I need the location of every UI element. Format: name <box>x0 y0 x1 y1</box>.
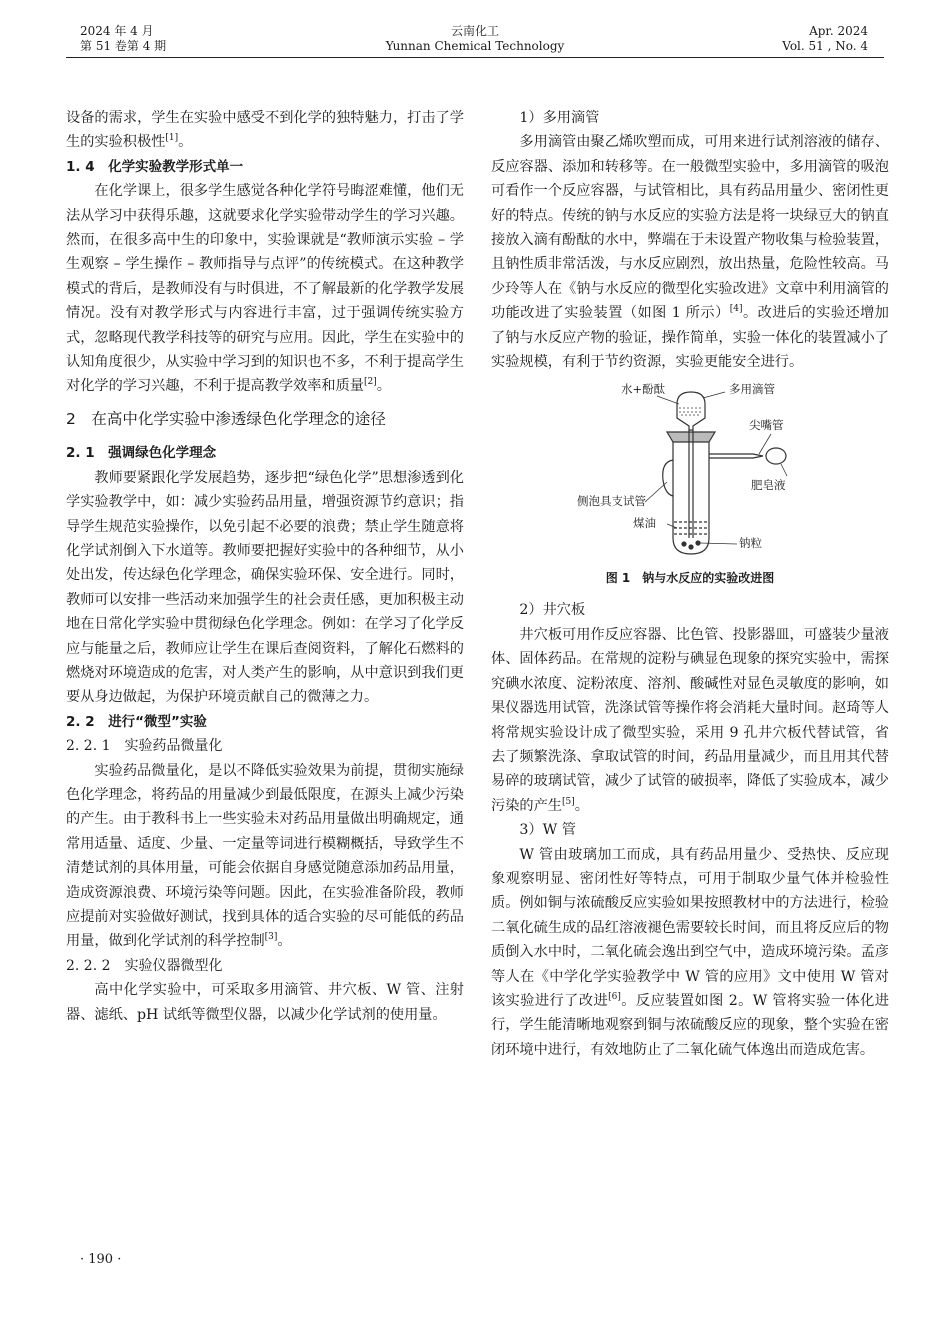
label-water-phenolphthalein: 水+酚酞 <box>621 382 666 397</box>
issue-date: 2024 年 4 月 <box>80 24 154 38</box>
stopper <box>667 432 715 442</box>
right-column <box>491 106 889 1062</box>
side-bubble <box>663 460 673 496</box>
label-dropper: 多用滴管 <box>729 382 775 397</box>
citation-ref: [2] <box>363 377 377 388</box>
section-heading-2: 2 在高中化学实验中渗透绿色化学理念的途径 <box>66 409 386 428</box>
citation-ref: [1] <box>165 133 179 144</box>
paragraph: 实验药品微量化，是以不降低实验效果为前提，贯彻实施绿色化学理念，将药品的用量减少到最低限度，在源头上减少污染的产生。由于教科书上一些实验未对药品用量做出明确规定，通常用适量、适度、少量、一定量等词进行模糊概括，导致学生不清楚试剂的具体用量，可能会依据自身感觉随意添加药品用量，造成资源浪费、环境污染等问题。因此，在实验准备阶段，教师应提前对实验做好测试，找到具体的适合实验的尽可能低的药品用量，做到化学试剂的科学控制[3]。 <box>66 762 464 950</box>
paragraph: 高中化学实验中，可采取多用滴管、井穴板、W 管、注射器、滤纸、pH 试纸等微型仪器，以减少化学试剂的使用量。 <box>66 982 464 1023</box>
header-right <box>782 24 868 54</box>
test-tube <box>673 442 709 554</box>
header-rule <box>66 57 884 58</box>
citation-ref: [6] <box>608 991 621 1002</box>
sodium-pellet <box>682 542 686 546</box>
citation-ref: [3] <box>264 932 278 943</box>
item-heading-dropper: 1）多用滴管 <box>519 110 600 126</box>
journal-name-cn: 云南化工 <box>450 24 499 38</box>
issue-volume: 第 51 卷第 4 期 <box>80 39 167 53</box>
section-heading-2-1: 2. 1 强调绿色化学理念 <box>66 445 217 462</box>
journal-name-en: Yunnan Chemical Technology <box>385 39 565 53</box>
label-test-tube: 侧泡具支试管 <box>577 494 646 509</box>
dropper-bulb <box>677 392 705 430</box>
citation-ref: [4] <box>729 304 743 315</box>
left-column <box>66 106 464 1027</box>
paragraph: W 管由玻璃加工而成，具有药品用量少、受热快、反应现象观察明显、密闭性好等特点，可用于制取少量气体并检验性质。例如铜与浓硫酸反应实验如果按照教材中的方法进行，检验二氧化硫生成的品红溶液褪色需要较长时间，而且将反应后的物质倒入水中时，二氧化硫会逸出到空气中，造成环境污染。孟彦等人在《中学化学实验教学中 W 管的应用》文中使用 W 管对该实验进行了改进[6]。反应装置如图 2。W 管将实验一体化进行，学生能清晰地观察到铜与浓硫酸反应的现象，整个实验在密闭环境中进行，有效地防止了二氧化硫气体逸出而造成危害。 <box>491 846 889 1058</box>
paragraph: 在化学课上，很多学生感觉各种化学符号晦涩难懂，他们无法从学习中获得乐趣，这就要求化学实验带动学生的学习兴趣。然而，在很多高中生的印象中，实验课就是“教师演示实验 – 学生观察 – 学生操作 – 教师指导与点评”的传统模式。在这种教学模式的背后，是教师没有与时俱进，不了解最新的化学教学发展情况。没有对教学形式与内容进行丰富，过于强调传统实验方式，忽略现代教学科技等的研究与应用。因此，学生在实验中的认知角度很少，从实验中学习到的知识也不多，不利于提高学生对化学的学习兴趣，不利于提高教学效率和质量[2]。 <box>66 183 464 395</box>
paragraph: 教师要紧跟化学发展趋势，逐步把“绿色化学”思想渗透到化学实验教学中，如：减少实验药品用量，增强资源节约意识；指导学生规范实验操作，以免引起不必要的浪费；禁止学生随意将化学试剂倒入下水道等。教师要把握好实验中的各种细节，从小处出发，传达绿色化学理念，确保实验环保、安全进行。同时，教师可以安排一些活动来加强学生的社会责任感，更加积极主动地在日常化学实验中贯彻绿色化学理念。例如：在学习了化学反应与能量之后，教师应让学生在课后查阅资料，了解化石燃料的燃烧对环境造成的危害，对人类产生的影响，从中意识到我们更要从身边做起，为保护环境贡献自己的微薄之力。 <box>66 469 464 706</box>
item-heading-w-tube: 3）W 管 <box>519 822 576 839</box>
paragraph: 多用滴管由聚乙烯吹塑而成，可用来进行试剂溶液的储存、反应容器、添加和转移等。在一般微型实验中，多用滴管的吸泡可看作一个反应容器，与试管相比，具有药品用量少、密闭性更好的特点。传统的钠与水反应的实验方法是将一块绿豆大的钠直接放入滴有酚酞的水中，弊端在于未设置产物收集与检验装置，且钠性质非常活泼，与水反应剧烈，放出热量，危险性较高。马少玲等人在《钠与水反应的微型化实验改进》文章中利用滴管的功能改进了实验装置（如图 1 所示）[4]。改进后的实验还增加了钠与水反应产物的验证，操作简单，实验一体化的装置减小了实验规模，有利于节约资源，实验更能安全进行。 <box>491 134 889 371</box>
label-nozzle: 尖嘴管 <box>749 418 784 433</box>
label-soap: 肥皂液 <box>751 478 786 493</box>
issue-volume-en: Vol. 51 , No. 4 <box>782 39 868 53</box>
label-sodium: 钠粒 <box>739 536 762 551</box>
issue-date-en: Apr. 2024 <box>809 24 868 38</box>
section-heading-2-2: 2. 2 进行“微型”实验 <box>66 713 207 730</box>
paragraph: 井穴板可用作反应容器、比色管、投影器皿，可盛装少量液体、固体药品。在常规的淀粉与碘显色现象的探究实验中，需探究碘水浓度、淀粉浓度、溶剂、酸碱性对显色灵敏度的影响，如果仪器选用试管，洗涤试管等操作将会消耗大量时间。赵琦等人将常规实验设计成了微型实验，采用 9 孔井穴板代替试管，省去了频繁洗涤、拿取试管的时间，药品用量减少，而且用其代替易碎的玻璃试管，减少了试管的破损率，降低了实验成本，减少污染的产生[5]。 <box>491 626 889 814</box>
citation-ref: [5] <box>561 796 575 807</box>
label-kerosene: 煤油 <box>633 516 656 531</box>
apparatus-diagram <box>491 382 889 562</box>
section-heading-2-2-1: 2. 2. 1 实验药品微量化 <box>66 738 223 755</box>
section-heading-2-2-2: 2. 2. 2 实验仪器微型化 <box>66 957 223 974</box>
figure-caption: 图 1 钠与水反应的实验改进图 <box>605 571 775 586</box>
item-heading-well-plate: 2）井穴板 <box>519 602 586 619</box>
paragraph-continued: 设备的需求，学生在实验中感受不到化学的独特魅力，打击了学生的实验积极性[1]。 <box>66 110 464 151</box>
page-number: · 190 · <box>80 1252 122 1267</box>
section-heading-1-4: 1. 4 化学实验教学形式单一 <box>66 158 244 175</box>
figure-1 <box>491 382 889 592</box>
soap-bubble <box>766 448 786 464</box>
